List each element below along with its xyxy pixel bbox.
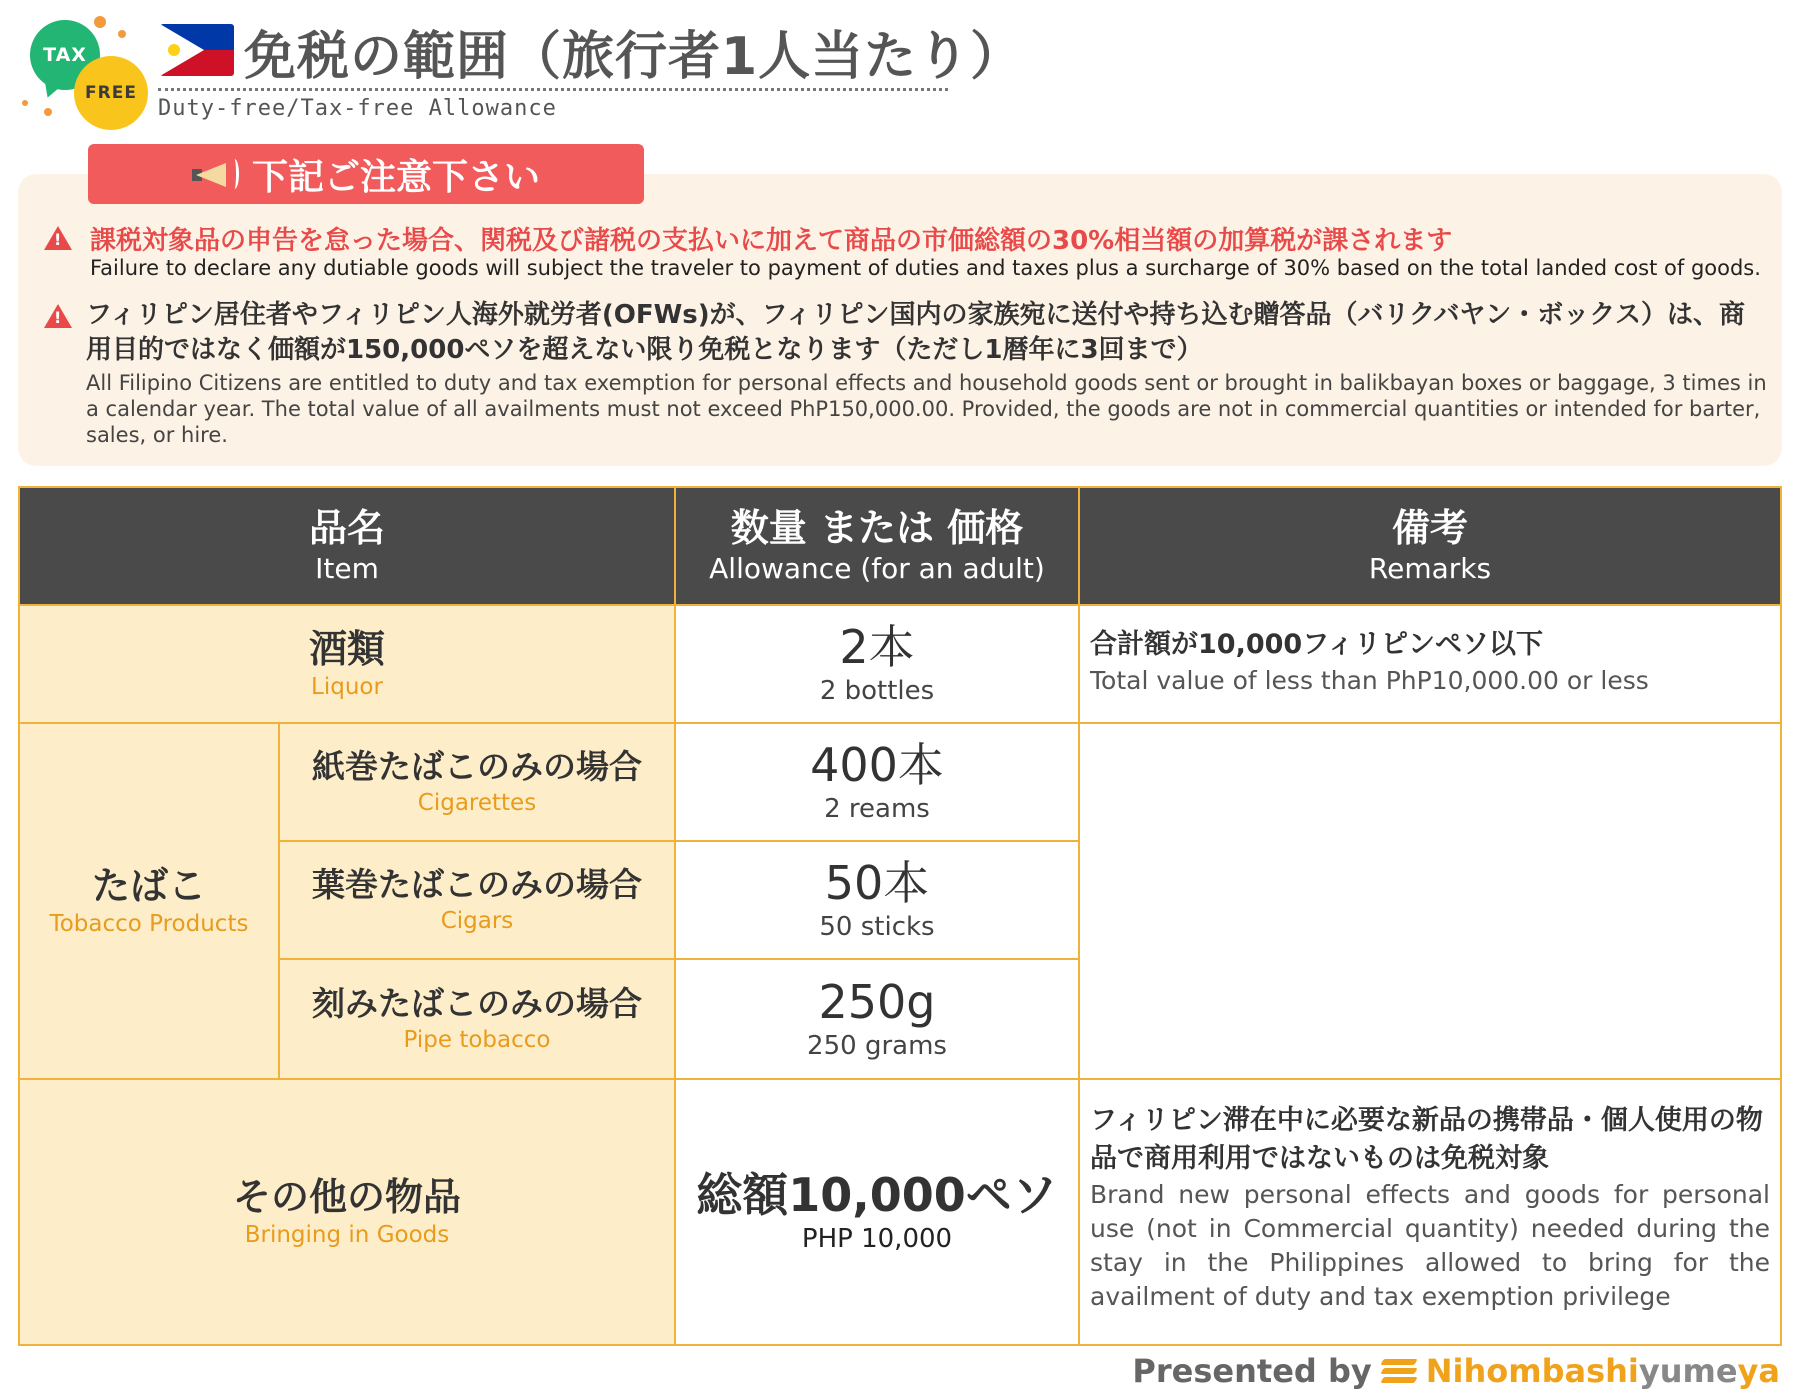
brand-logo-icon [1382,1357,1416,1385]
warning-icon [44,304,70,330]
other-goods-cell [20,1080,674,1344]
pipe-tobacco-en: Pipe tobacco [403,1027,551,1053]
liquor-remark-en: Total value of less than PhP10,000.00 or less [1090,666,1649,695]
megaphone-icon [192,157,238,191]
pipe-tobacco-amount-cell [676,960,1078,1078]
notice-banner-label: 下記ご注意下さい [251,156,540,198]
pipe-tobacco-cell [280,960,674,1078]
tobacco-jp: たばこ [91,864,206,908]
other-goods-en: Bringing in Goods [244,1222,450,1248]
tobacco-en: Tobacco Products [49,911,249,937]
header-allowance [676,488,1078,604]
header-allowance-jp: 数量 または 価格 [730,506,1024,550]
cigarettes-cell [280,724,674,840]
warning-icon [44,226,70,252]
philippines-flag-icon [160,24,234,76]
header-remarks [1080,488,1780,604]
cigarettes-amount-cell [676,724,1078,840]
liquor-amount-cell [676,606,1078,722]
liquor-en: Liquor [311,674,383,700]
grid-line [20,1078,1780,1080]
pipe-tobacco-amount: 250g [818,975,936,1029]
grid-line [20,722,1780,724]
liquor-remark-cell [1080,606,1780,722]
liquor-remark-jp: 合計額が10,000フィリピンペソ以下 [1090,629,1544,660]
liquor-amount-en: 2 bottles [819,676,935,706]
liquor-cell [20,606,674,722]
grid-line [278,958,1078,960]
cigars-amount: 50本 [824,856,930,910]
pipe-tobacco-amount-en: 250 grams [807,1031,947,1061]
other-goods-remark-cell [1080,1080,1780,1344]
header-allowance-en: Allowance (for an adult) [709,552,1045,585]
header-remarks-en: Remarks [1368,552,1492,585]
cigars-en: Cigars [440,908,514,934]
grid-line [278,840,1078,842]
tobacco-cell [20,724,278,1078]
other-goods-amount-cell [676,1080,1078,1344]
liquor-amount: 2本 [839,620,915,674]
notice-1-jp: 課税対象品の申告を怠った場合、関税及び諸税の支払いに加えて商品の市価総額の30%相当額の加算税が課されます [90,226,1453,256]
notice-2-jp: フィリピン居住者やフィリピン人海外就労者(OFWs)が、フィリピン国内の家族宛に送付や持ち込む贈答品（バリクバヤン・ボックス）は、商用目的ではなく価額が150,000ペソを超えない限り免税となります（ただし1暦年に3回まで） [86,300,1745,365]
page-subtitle: Duty-free/Tax-free Allowance [158,96,557,121]
grid-line [1078,488,1080,1344]
logo-dot [94,16,106,28]
notice-1-en: Failure to declare any dutiable goods will subject the traveler to payment of duties and taxes plus a surcharge of 30% based on the total landed cost of goods. [90,256,1761,280]
logo-dot [44,108,52,116]
tax-free-logo [22,16,152,134]
grid-line [674,488,676,1344]
other-goods-jp: その他の物品 [232,1175,461,1219]
free-bubble: FREE [74,56,148,130]
grid-line [20,604,1780,606]
other-goods-amount-en: PHP 10,000 [801,1224,953,1254]
footer-credit [1132,1352,1780,1390]
brand-name: Nihombashiyumeya [1425,1352,1780,1390]
header-remarks-jp: 備考 [1391,506,1468,550]
cigarettes-amount: 400本 [810,738,944,792]
header-item-en: Item [315,552,379,585]
page-title: 免税の範囲（旅行者1人当たり） [244,27,1024,87]
logo-dot [118,30,126,38]
pipe-tobacco-jp: 刻みたばこのみの場合 [312,984,642,1023]
notice-2-en: All Filipino Citizens are entitled to duty and tax exemption for personal effects and household goods sent or brought in balikbayan boxes or baggage, 3 times in a calendar year. The total value of all availments must not exceed PhP150,000.00. Provided, the goods are not in commercial quantities or intended for barter, sales, or hire. [86,371,1767,447]
notice-banner [88,144,644,204]
header-item-jp: 品名 [308,506,385,550]
other-goods-remark-en: Brand new personal effects and goods for personal use (not in Commercial quantity) needed during the stay in the Philippines allowed to bring for the availment of duty and tax exemption privilege [1090,1180,1770,1311]
tobacco-remark-cell [1080,724,1780,1078]
grid-line [278,724,280,1078]
logo-dot [22,100,28,106]
cigarettes-jp: 紙巻たばこのみの場合 [312,747,642,786]
cigarettes-amount-en: 2 reams [824,794,930,824]
tax-bubble: TAX [30,20,100,90]
other-goods-amount: 総額10,000ペソ [696,1168,1058,1222]
cigars-jp: 葉巻たばこのみの場合 [312,865,642,904]
other-goods-remark-jp: フィリピン滞在中に必要な新品の携帯品・個人使用の物品で商用利用ではないものは免税対象 [1090,1105,1763,1174]
title-divider [158,88,948,91]
cigarettes-en: Cigarettes [417,790,537,816]
cigars-cell [280,842,674,958]
cigars-amount-cell [676,842,1078,958]
cigars-amount-en: 50 sticks [819,912,935,942]
allowance-table [18,486,1782,1346]
presented-by-label: Presented by [1132,1352,1372,1390]
liquor-jp: 酒類 [308,627,385,671]
header-item [20,488,674,604]
